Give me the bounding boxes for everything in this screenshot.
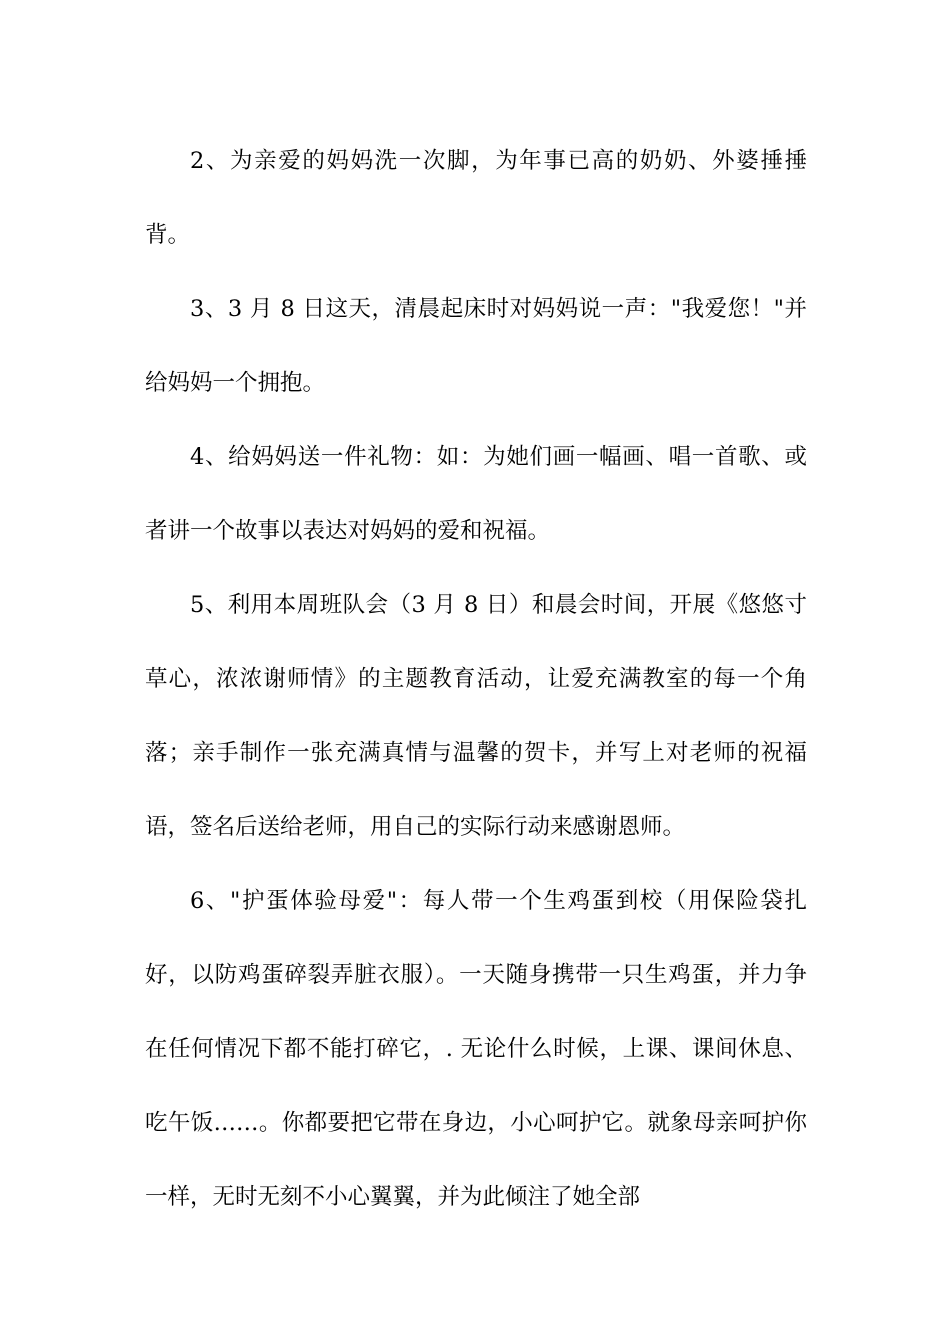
document-body — [145, 124, 807, 1234]
paragraph-item-4: 4、给妈妈送一件礼物：如：为她们画一幅画、唱一首歌、或者讲一个故事以表达对妈妈的爱和祝福。 — [145, 444, 807, 544]
paragraph-item-3: 3、3 月 8 日这天，清晨起床时对妈妈说一声："我爱您！"并给妈妈一个拥抱。 — [145, 296, 807, 396]
paragraph-item-2: 2、为亲爱的妈妈洗一次脚，为年事已高的奶奶、外婆捶捶背。 — [145, 148, 807, 248]
paragraph-item-6: 6、"护蛋体验母爱"：每人带一个生鸡蛋到校（用保险袋扎好，以防鸡蛋碎裂弄脏衣服）。一天随身携带一只生鸡蛋，并力争在任何情况下都不能打碎它，. 无论什么时候，上课、课间休息、吃午饭……。你都要把它带在身边，小心呵护它。就象母亲呵护你一样，无时无刻不小心翼翼，并为此倾注了她全部 — [145, 888, 807, 1210]
paragraph-item-5: 5、利用本周班队会（3 月 8 日）和晨会时间，开展《悠悠寸草心，浓浓谢师情》的主题教育活动，让爱充满教室的每一个角落；亲手制作一张充满真情与温馨的贺卡，并写上对老师的祝福语，签名后送给老师，用自己的实际行动来感谢恩师。 — [145, 592, 807, 840]
